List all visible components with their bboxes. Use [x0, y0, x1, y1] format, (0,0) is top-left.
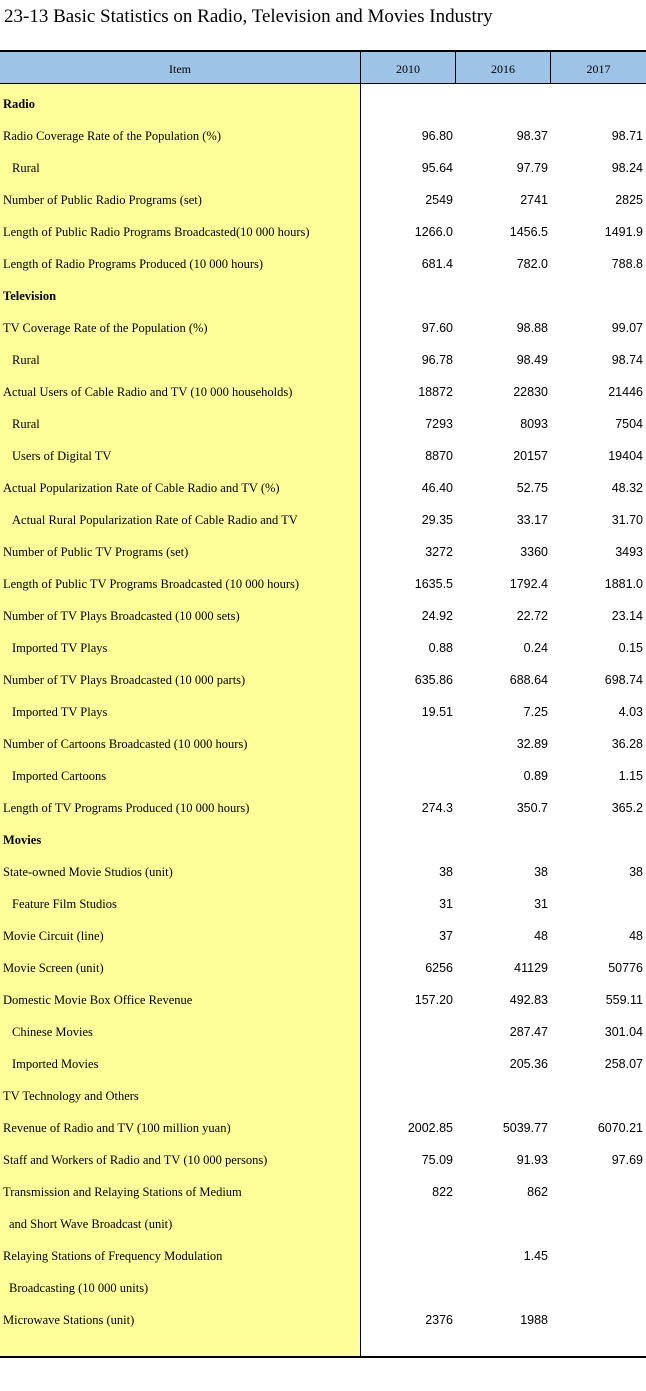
table-row	[0, 664, 646, 696]
value-2017	[551, 1176, 643, 1208]
value-2016: 782.0	[516, 257, 548, 271]
value-2016: 97.79	[516, 161, 548, 175]
table-row	[0, 1208, 646, 1240]
row-label: Rural	[12, 417, 40, 431]
value-2017: 6070.21	[597, 1121, 643, 1135]
value-2016: 492.83	[509, 993, 548, 1007]
value-2017: 97.69	[611, 1153, 643, 1167]
row-label: Relaying Stations of Frequency Modulation	[3, 1249, 223, 1263]
row-label: Length of Public Radio Programs Broadcasted(10 000 hours)	[3, 225, 310, 239]
value-2010: 95.64	[421, 161, 453, 175]
value-2010: 96.80	[421, 129, 453, 143]
value-2016: 8093	[520, 417, 548, 431]
table-row	[0, 1272, 646, 1304]
table-row	[0, 696, 646, 728]
value-2016: 287.47	[509, 1025, 548, 1039]
value-2017	[551, 1208, 643, 1240]
value-2017	[551, 88, 643, 120]
value-2010: 3272	[425, 545, 453, 559]
row-label: Length of Radio Programs Produced (10 000 hours)	[3, 257, 264, 271]
value-2010: 29.35	[421, 513, 453, 527]
value-2017	[551, 1080, 643, 1112]
table-row	[0, 248, 646, 280]
table-row	[0, 408, 646, 440]
header-item: Item	[169, 62, 191, 76]
value-2016: 98.88	[516, 321, 548, 335]
value-2017: 98.24	[611, 161, 643, 175]
value-2016: 22.72	[516, 609, 548, 623]
value-2017	[551, 888, 643, 920]
value-2016	[456, 824, 548, 856]
value-2017: 21446	[608, 385, 643, 399]
header-divider	[550, 50, 551, 84]
table-row	[0, 760, 646, 792]
row-label: Number of Public Radio Programs (set)	[3, 193, 202, 207]
value-2017: 99.07	[611, 321, 643, 335]
value-2017: 19404	[608, 449, 643, 463]
value-2017: 698.74	[604, 673, 643, 687]
value-2016: 20157	[513, 449, 548, 463]
table-row	[0, 984, 646, 1016]
value-2017: 258.07	[604, 1057, 643, 1071]
row-label: Broadcasting (10 000 units)	[9, 1281, 149, 1295]
row-label: Revenue of Radio and TV (100 million yuan)	[3, 1121, 231, 1135]
row-label: Rural	[12, 353, 40, 367]
value-2016: 1988	[520, 1313, 548, 1327]
table-bottom-rule	[0, 1356, 646, 1358]
value-2017	[551, 1240, 643, 1272]
row-label: Imported Cartoons	[12, 769, 107, 783]
value-2010: 19.51	[421, 705, 453, 719]
table-row	[0, 1112, 646, 1144]
page-title: 23-13 Basic Statistics on Radio, Television and Movies Industry	[4, 6, 493, 27]
value-2016: 38	[534, 865, 548, 879]
table-row	[0, 824, 646, 856]
header-2016: 2016	[491, 62, 515, 76]
row-label: Number of Cartoons Broadcasted (10 000 hours)	[3, 737, 248, 751]
value-2010: 2549	[425, 193, 453, 207]
value-2010	[361, 1240, 453, 1272]
value-2010: 822	[432, 1185, 453, 1199]
table-row	[0, 536, 646, 568]
row-label: TV Coverage Rate of the Population (%)	[3, 321, 208, 335]
table-row	[0, 952, 646, 984]
table-row	[0, 184, 646, 216]
value-2016: 688.64	[509, 673, 548, 687]
row-label: Television	[3, 289, 57, 303]
table-row	[0, 568, 646, 600]
value-2017: 559.11	[605, 993, 643, 1007]
value-2010: 274.3	[421, 801, 453, 815]
value-2016	[456, 280, 548, 312]
value-2017	[551, 824, 643, 856]
value-2017: 7504	[615, 417, 643, 431]
table-row	[0, 216, 646, 248]
value-2016: 98.49	[516, 353, 548, 367]
value-2010: 97.60	[421, 321, 453, 335]
value-2017	[551, 1304, 643, 1336]
value-2010: 7293	[425, 417, 453, 431]
value-2017: 3493	[615, 545, 643, 559]
value-2017: 788.8	[611, 257, 643, 271]
row-label: Movie Circuit (line)	[3, 929, 104, 943]
row-label: Actual Users of Cable Radio and TV (10 000 households)	[3, 385, 293, 399]
row-label: Transmission and Relaying Stations of Medium	[3, 1185, 242, 1199]
value-2010: 2002.85	[407, 1121, 453, 1135]
row-label: State-owned Movie Studios (unit)	[3, 865, 173, 879]
value-2010: 37	[439, 929, 453, 943]
value-2010: 1266.0	[414, 225, 453, 239]
row-label: Radio Coverage Rate of the Population (%)	[3, 129, 221, 143]
value-2016	[456, 88, 548, 120]
value-2010	[361, 1272, 453, 1304]
row-label: Domestic Movie Box Office Revenue	[3, 993, 193, 1007]
table-row	[0, 728, 646, 760]
row-label: Imported Movies	[12, 1057, 99, 1071]
row-label: Movies	[3, 833, 42, 847]
row-label: and Short Wave Broadcast (unit)	[9, 1217, 173, 1231]
header-2017: 2017	[586, 62, 611, 76]
row-label: TV Technology and Others	[3, 1089, 139, 1103]
value-2017	[551, 280, 643, 312]
value-2010: 6256	[425, 961, 453, 975]
value-2010	[361, 1208, 453, 1240]
value-2010: 31	[439, 897, 453, 911]
value-2016: 98.37	[516, 129, 548, 143]
value-2017	[551, 1272, 643, 1304]
value-2016: 91.93	[516, 1153, 548, 1167]
value-2016: 7.25	[523, 705, 548, 719]
value-2016: 1792.4	[509, 577, 548, 591]
table-row	[0, 888, 646, 920]
value-2010: 46.40	[421, 481, 453, 495]
table-row	[0, 280, 646, 312]
value-2016: 2741	[520, 193, 548, 207]
value-2017: 1491.9	[604, 225, 643, 239]
table-row	[0, 472, 646, 504]
table-row	[0, 152, 646, 184]
row-label: Staff and Workers of Radio and TV (10 000 persons)	[3, 1153, 268, 1167]
table-row	[0, 1176, 646, 1208]
row-label: Radio	[3, 97, 35, 111]
value-2016: 1.45	[523, 1249, 548, 1263]
table-row	[0, 920, 646, 952]
value-2010	[361, 1080, 453, 1112]
value-2016: 5039.77	[502, 1121, 548, 1135]
value-2017: 50776	[608, 961, 643, 975]
table-row	[0, 88, 646, 120]
row-label: Length of TV Programs Produced (10 000 hours)	[3, 801, 250, 815]
row-label: Imported TV Plays	[12, 705, 108, 719]
value-2017: 301.04	[604, 1025, 643, 1039]
value-2017: 365.2	[611, 801, 643, 815]
table-row	[0, 312, 646, 344]
value-2017: 48	[629, 929, 643, 943]
table-row	[0, 440, 646, 472]
table-row	[0, 600, 646, 632]
value-2016: 41129	[514, 961, 548, 975]
value-2010: 75.09	[421, 1153, 453, 1167]
value-2017: 23.14	[611, 609, 643, 623]
value-2017: 98.74	[611, 353, 643, 367]
value-2017: 36.28	[611, 737, 643, 751]
value-2016: 48	[534, 929, 548, 943]
row-label: Users of Digital TV	[12, 449, 112, 463]
value-2010	[361, 280, 453, 312]
value-2010: 1635.5	[414, 577, 453, 591]
value-2017: 2825	[615, 193, 643, 207]
value-2017: 38	[629, 865, 643, 879]
row-label: Rural	[12, 161, 40, 175]
row-label: Chinese Movies	[12, 1025, 93, 1039]
table-row	[0, 344, 646, 376]
row-label: Length of Public TV Programs Broadcasted (10 000 hours)	[3, 577, 300, 591]
value-2016: 0.89	[523, 769, 548, 783]
value-2010	[361, 1048, 453, 1080]
value-2010: 0.88	[428, 641, 453, 655]
table-row	[0, 504, 646, 536]
row-label: Number of TV Plays Broadcasted (10 000 parts)	[3, 673, 246, 687]
value-2010: 635.86	[414, 673, 453, 687]
value-2017: 48.32	[611, 481, 643, 495]
table-row	[0, 120, 646, 152]
value-2010: 681.4	[421, 257, 453, 271]
value-2010	[361, 824, 453, 856]
table-row	[0, 1304, 646, 1336]
table-row	[0, 1048, 646, 1080]
table-row	[0, 1240, 646, 1272]
row-label: Number of TV Plays Broadcasted (10 000 sets)	[3, 609, 240, 623]
value-2016: 1456.5	[509, 225, 548, 239]
value-2010: 24.92	[421, 609, 453, 623]
value-2016: 3360	[520, 545, 548, 559]
header-2010: 2010	[396, 62, 420, 76]
value-2010	[361, 1016, 453, 1048]
value-2010: 2376	[425, 1313, 453, 1327]
row-label: Movie Screen (unit)	[3, 961, 104, 975]
value-2010: 96.78	[421, 353, 453, 367]
value-2016: 31	[534, 897, 548, 911]
table-row	[0, 1144, 646, 1176]
value-2016: 205.36	[509, 1057, 548, 1071]
value-2010	[361, 728, 453, 760]
row-label: Feature Film Studios	[12, 897, 117, 911]
value-2017: 98.71	[611, 129, 643, 143]
row-label: Number of Public TV Programs (set)	[3, 545, 189, 559]
table-row	[0, 856, 646, 888]
value-2016	[456, 1080, 548, 1112]
value-2016: 350.7	[516, 801, 548, 815]
table-row	[0, 792, 646, 824]
table-row	[0, 1080, 646, 1112]
value-2010	[361, 760, 453, 792]
value-2016: 0.24	[523, 641, 548, 655]
value-2016	[456, 1272, 548, 1304]
value-2017: 4.03	[618, 705, 643, 719]
value-2016: 32.89	[516, 737, 548, 751]
table-row	[0, 1016, 646, 1048]
header-divider	[455, 50, 456, 84]
value-2016: 862	[527, 1185, 548, 1199]
value-2010: 38	[439, 865, 453, 879]
value-2016: 22830	[513, 385, 548, 399]
value-2017: 0.15	[618, 641, 643, 655]
value-2017: 1.15	[618, 769, 643, 783]
row-label: Actual Popularization Rate of Cable Radio and TV (%)	[3, 481, 280, 495]
row-label: Actual Rural Popularization Rate of Cable Radio and TV	[12, 513, 298, 527]
value-2017: 1881.0	[604, 577, 643, 591]
value-2016	[456, 1208, 548, 1240]
table-row	[0, 632, 646, 664]
value-2017: 31.70	[611, 513, 643, 527]
value-2010	[361, 88, 453, 120]
row-label: Microwave Stations (unit)	[3, 1313, 135, 1327]
value-2010: 8870	[425, 449, 453, 463]
table-row	[0, 376, 646, 408]
value-2010: 157.20	[414, 993, 453, 1007]
value-2010: 18872	[418, 385, 453, 399]
value-2016: 52.75	[516, 481, 548, 495]
row-label: Imported TV Plays	[12, 641, 108, 655]
value-2016: 33.17	[516, 513, 548, 527]
